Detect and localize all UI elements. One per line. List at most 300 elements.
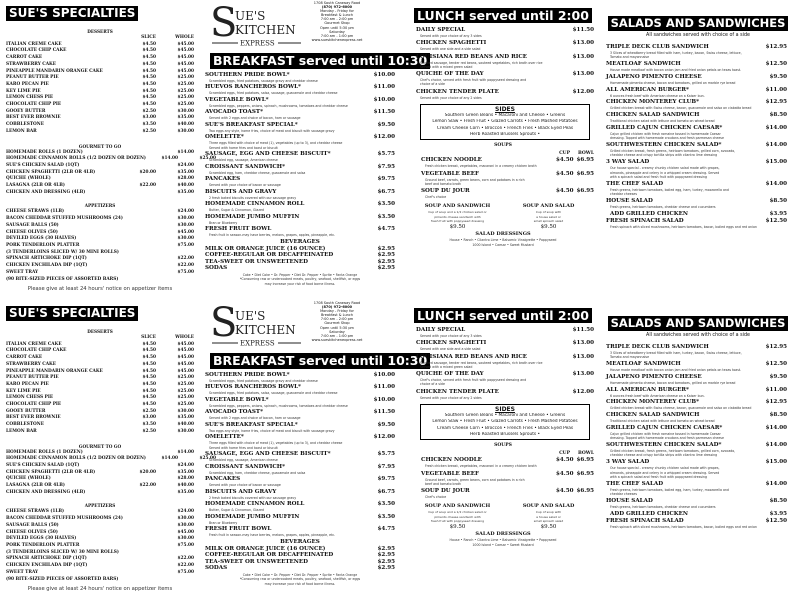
gourmet-price-small [124,150,156,157]
combo-description: Cup of soup and a 1/2 chicken salad or [428,510,487,515]
sodas-list: Coke • Diet Coke • Dr. Pepper • Diet Dr. Pepper • Sprite • Fanta Orange [242,272,358,277]
combo-description: small spinach salad [533,519,564,524]
item-name: OMELETTE* [205,434,244,441]
desserts-price-whole: $30.00 [177,108,194,114]
desserts-name: CARROT CAKE [6,355,43,361]
menu-item [603,181,793,188]
item-description: Served with home fries and toast or biscuit [209,445,278,450]
desserts-name: COBBLESTONE [6,122,44,128]
item-price: $12.00 [572,388,594,395]
item-name: QUICHE OF THE DAY [416,371,484,378]
appetizers-name: (90 BITE-SIZED PIECES OF ASSORTED BARS) [6,576,119,582]
menu-item [205,451,395,458]
beverage-name: TEA-SWEET OR UNSWEETENED [205,558,309,565]
desserts-price-small: $4.50 [142,355,156,361]
item-description: Scrambled eggs, fried potatoes, sausage gravy and cheddar cheese [209,379,318,383]
item-name: AVOCADO TOAST* [205,109,264,116]
breakfast-column [205,300,428,600]
desserts-item [6,55,194,62]
beverage-name: COFFEE-REGULAR OR DECAFFEINATED [205,252,334,259]
desserts-item [6,102,194,109]
menu-item [412,54,594,61]
item-name: HOMEMADE JUMBO MUFFIN [205,513,300,520]
soup-description: beef and tomato broth [425,181,462,186]
soup-name: CHICKEN NOODLE [421,457,482,464]
desserts-item [6,355,194,362]
gourmet-price-small: $22.00 [139,483,156,489]
menu-item [205,226,395,233]
menu-item [205,151,395,158]
desserts-name: GOOEY BUTTER [6,108,46,114]
gourmet-price-whole: $24.00 [177,162,194,168]
address-line[interactable]: www.sueskitchenexpress.net [311,337,363,342]
item-description: dressing. Topped with homemade croutons and fresh parmesan cheese [610,436,724,441]
appetizers-price-whole: $30.00 [177,216,194,222]
appetizers-price-whole: $75.00 [177,242,194,248]
item-description: choice of a side [420,82,445,87]
item-description: 3 Slices of wheatberry bread filled with ham, turkey, bacon, Swiss cheese, lettuce, [610,351,742,355]
gourmet-price-whole: $35.00 [177,169,194,175]
desserts-item [6,95,194,102]
appetizers-price-small [124,543,156,550]
gourmet-name: LASAGNA (2LB OR 4LB) [6,183,65,189]
appetizers-price-whole: $24.00 [177,509,194,515]
item-description: cheddar cheeses [610,491,638,496]
soup-bowl-price: $6.95 [576,157,594,164]
gourmet-price-small [124,163,156,170]
gourmet-price-whole: $40.00 [177,483,194,489]
menu-item [603,412,793,419]
gourmet-item [6,450,194,457]
item-description: Fresh greens, heirloom tomatoes, cheddar cheese and cucumbers [610,504,716,509]
beverage-name: SODAS [205,265,228,272]
desserts-price-small: $4.50 [142,361,156,367]
gourmet-price-small [124,490,156,497]
disclaimer: *Consuming raw or undercooked meats, poultry, seafood, shellfish, or eggs [239,277,361,282]
item-name: THE CHEF SALAD [606,480,664,487]
item-name: CHICKEN TENDER PLATE [416,388,499,395]
item-description: Our house special - creamy chunky chicken salad made with grapes, [610,166,720,171]
menu-item [205,422,395,429]
breakfast-items [205,350,428,586]
menu-item [603,99,793,106]
item-name: JALAPENO PIMENTO CHEESE [606,73,702,80]
combo-description: fresh fruit with poppyseed dressing [430,519,485,524]
desserts-item [6,48,194,55]
appetizers-name: BACON CHEDDAR STUFFED MUSHROOMS (24) [6,516,123,522]
desserts-price-whole: $45.00 [177,361,194,367]
item-name: TRIPLE DECK CLUB SANDWICH [606,44,709,50]
address-line: Breakfast & Lunch [320,13,354,18]
soup-cup-price: $4.50 [556,188,574,195]
menu-item [603,387,793,394]
item-price: $9.75 [377,176,395,183]
item-name: SOUTHWESTERN CHICKEN SALAD* [606,442,722,449]
desserts-price-small: $4.50 [142,95,156,101]
menu-item [603,498,793,505]
desserts-price-whole: $25.00 [177,395,194,401]
item-name: LOUISIANA RED BEANS AND RICE [416,53,528,60]
gourmet-price-small: $14.00 [161,456,178,462]
desserts-price-whole: $45.00 [177,368,194,374]
desserts-price-small: $4.50 [142,402,156,408]
salads-subtitle: All sandwiches served with choice of a side [646,333,750,338]
menu-item [412,27,594,34]
appetizers-item [6,243,194,250]
logo-graphic [208,302,303,348]
combo [508,503,590,531]
menu-item [603,361,793,368]
menu-item [205,122,395,129]
appetizers-price-whole: $22.00 [177,556,194,562]
item-description: Fresh greens, heirloom tomatoes, boiled egg, ham, turkey, mozzarella and [610,187,729,192]
desserts-item [6,382,194,389]
item-price: $3.50 [377,201,395,208]
combo-name: SOUP AND SALAD [522,203,575,210]
item-description: Chef's choice, served with fresh fruit with poppyseed dressing and [420,78,527,83]
address-line: Monday - Friday for [320,309,354,314]
item-description: Served with your choice of bacon or sausage [209,483,281,488]
store-info [302,1,372,42]
item-price: $3.50 [377,213,395,220]
breakfast-title-wrap [205,50,428,69]
desserts-name: CHOCOLATE CHIP PIE [6,102,62,108]
appetizers-price-whole: $45.00 [177,529,194,535]
salads-column [603,300,793,530]
logo [208,2,303,48]
desserts-price-small: $3.00 [142,115,156,121]
desserts-price-whole: $25.00 [177,102,194,108]
soup-bowl-price: $6.95 [576,188,594,195]
item-price: $14.00 [765,442,787,449]
gourmet-header: GOURMET TO GO [78,143,122,149]
svg-text:EXPRESS: EXPRESS [240,339,275,348]
soup-description: Chef's choice [425,195,447,200]
item-price: $13.00 [572,371,594,378]
beverage-item [205,552,395,559]
desserts-name: BEST EVER BROWNIE [6,115,61,121]
item-name: GRILLED CAJUN CHICKEN CAESAR* [606,125,723,132]
appetizers-item [6,209,194,216]
dressings-line: House • Ranch • Cilantro Lime • Balsamic Vinaigrette • Poppyseed [449,238,557,243]
logo-graphic [208,2,303,48]
appetizers-price-whole: $22.00 [177,563,194,569]
menu-item [603,87,793,94]
menu-item [603,425,793,432]
specialties-column [6,300,216,593]
desserts-price-small: $4.50 [142,81,156,87]
desserts-header: DESSERTS [87,329,113,334]
soups-header: SOUPS [494,143,512,149]
appetizers-price-whole: $75.00 [177,569,194,575]
gourmet-price-whole: $24.00 [177,462,194,468]
item-name: CHICKEN TENDER PLATE [416,88,499,95]
item-price: $13.00 [572,53,594,60]
desserts-price-whole: $40.00 [177,122,194,128]
sides-title: SIDES [495,106,515,114]
desserts-price-small: $4.50 [142,341,156,347]
appetizers-item [6,270,194,277]
desserts-price-whole: $45.00 [177,61,194,67]
appetizers-price-small [124,563,156,570]
item-price: $11.50 [572,27,594,33]
item-name: DAILY SPECIAL [416,27,466,33]
menu-page [0,300,800,600]
soup-name: SOUP DU JOUR [421,188,470,195]
desserts-price-whole: $45.00 [177,41,194,47]
desserts-name: BEST EVER BROWNIE [6,415,61,421]
beverage-item [205,252,395,259]
soup-name: CHICKEN NOODLE [421,157,482,164]
item-name: DAILY SPECIAL [416,327,466,333]
desserts-name: CHOCOLATE CHIP CAKE [6,348,67,354]
desserts-price-whole: $45.00 [177,55,194,61]
item-description: Homemade pimento cheese, bacon and tomatoes, grilled on marble rye bread [610,80,736,85]
combo [417,203,499,231]
beverage-item [205,565,395,572]
menu-item [205,134,395,141]
appetizers-price-small [124,250,156,257]
item-description: Grilled chicken breast, fresh greens, heirloom tomatoes, grilled corn, avocado, [610,449,736,454]
dressings-header: SALAD DRESSINGS [475,531,531,538]
beverages-header: BEVERAGES [280,238,320,245]
menu-item [205,164,395,171]
combo-name: SOUP AND SANDWICH [424,203,491,210]
item-name: TRIPLE DECK CLUB SANDWICH [606,344,709,350]
soup-description: beef and tomato broth [425,481,462,486]
bowl-header: BOWL [577,151,594,157]
salads-title-wrap [603,312,793,331]
menu-item [412,40,594,47]
desserts-price-whole: $25.00 [177,388,194,394]
desserts-item [6,395,194,402]
item-description: with a spinach salad and fresh fruit with poppyseed dressing [610,474,707,479]
bowl-header: BOWL [577,451,594,457]
appetizers-item [6,570,194,577]
item-description: Fresh fruit in season-may have berries, melons, grapes, apples, pineapple, etc. [209,533,336,538]
item-price: $10.00 [373,396,395,403]
item-description: Served with a mixed green salad [420,64,473,69]
gourmet-name: SUE'S CHICKEN SALAD (1QT) [6,162,80,168]
item-price: $11.50 [572,327,594,333]
address-line: 7:00 am - 1:00 pm [320,333,354,338]
appetizers-price-small [124,523,156,530]
appetizers-price-small [124,577,156,584]
item-price: $6.75 [377,188,395,195]
item-description: Scrambled egg, ham, cheddar cheese, guacamole and salsa [209,170,306,175]
gourmet-name: HOMEMADE CINNAMON ROLLS (1/2 DOZEN OR DOZEN) [6,156,146,162]
desserts-price-whole: $30.00 [177,128,194,134]
appetizers-price-whole: $45.00 [177,229,194,235]
desserts-price-small: $4.50 [142,55,156,61]
gourmet-name: HOMEMADE ROLLS (1 DOZEN) [6,149,83,155]
menu-item [603,399,793,406]
desserts-price-small: $4.50 [142,375,156,381]
soup-description: Ground beef, carrots, green beans, corn and potatoes in a rich [425,477,525,482]
appetizers-name: CHEESE OLIVES (50) [6,529,58,535]
appetizers-item [6,236,194,243]
soup-bowl-price: $6.95 [576,457,594,464]
desserts-price-whole: $25.00 [177,402,194,408]
desserts-item [6,42,194,49]
item-name: FRESH SPINACH SALAD [606,517,684,524]
gourmet-price-small: $20.00 [139,169,156,175]
menu-item [205,189,395,196]
desserts-price-small: $4.50 [142,395,156,401]
menu-item [205,409,395,416]
appetizers-price-whole: $22.00 [177,256,194,262]
address-line: Saturday [329,329,345,334]
gourmet-item [6,183,194,190]
beverage-item [205,246,395,253]
appetizer-notice: Please give at least 24 hours' notice on appetizer items [27,586,173,593]
appetizers-item [6,256,194,263]
item-price: $3.95 [769,210,787,217]
desserts-price-whole: $45.00 [177,348,194,354]
desserts-name: STRAWBERRY CAKE [6,361,57,367]
address-line: Open until 5:30 pm [320,325,354,330]
address-line[interactable]: www.sueskitchenexpress.net [311,37,363,42]
item-name: SUE'S BREAKFAST SPECIAL* [205,121,298,128]
item-price: $3.50 [377,501,395,508]
combo-name: SOUP AND SALAD [522,503,575,510]
sides-line: Cream Cheese Corn • Broccoli • French Fries • Black Eyed Peas [436,125,574,131]
item-description: Fresh fruit in season-may have berries, melons, grapes, apples, pineapple, etc. [209,233,336,238]
item-description: Bran or Blueberry [209,220,238,225]
appetizers-price-small [124,270,156,277]
item-name: ADD GRILLED CHICKEN [610,510,689,517]
beverage-item [205,559,395,566]
desserts-item [6,342,194,349]
breakfast-title-wrap [205,350,428,369]
item-name: FRESH FRUIT BOWL [205,226,272,233]
gourmet-name: CHICKEN SPAGHETTI (2LB OR 4LB) [6,469,96,475]
item-name: 3 WAY SALAD [606,159,650,166]
appetizers-price-whole: $24.00 [177,209,194,215]
desserts-price-whole: $25.00 [177,375,194,381]
item-price: $13.00 [572,71,594,78]
menu-item [205,476,395,483]
item-description: 2 fresh baked biscuits covered with our sausage gravy [209,495,297,500]
address-line: 7:00 am - 2:00 pm [320,17,354,22]
item-price: $12.00 [373,434,395,441]
item-name: JALAPENO PIMENTO CHEESE [606,373,702,380]
address-line: (870) 972-6000 [321,305,353,310]
appetizers-item [6,556,194,563]
item-description: Served with 2 eggs and choice of bacon, ham or sausage [209,416,301,421]
desserts-item [6,422,194,429]
appetizers-price-whole: $22.00 [177,263,194,269]
item-description: Grilled chicken breast with Swiss cheese, bacon, guacamole and salsa on ciabatta bread [610,106,752,111]
item-price: $3.95 [769,510,787,517]
item-description: Smoked sausage, tender red beans, sauteed vegetables, rich broth over rice [420,60,543,65]
combo-description: fresh fruit with poppyseed dressing [430,219,485,224]
svg-text:KITCHEN: KITCHEN [235,23,296,37]
desserts-item [6,122,194,129]
desserts-name: LEMON BAR [6,128,37,134]
desserts-price-small: $3.00 [142,415,156,421]
appetizers-price-whole: $30.00 [177,516,194,522]
item-price: $8.50 [769,112,787,119]
gourmet-name: LASAGNA (2LB OR 4LB) [6,483,65,489]
sides-line: Southern Green Beans • Macaroni and Cheese • Greens [444,413,566,419]
appetizers-name: PORK TENDERLOIN PLATTER [6,242,80,248]
svg-text:S: S [210,2,238,46]
item-description: Grilled chicken breast with Swiss cheese, bacon, guacamole and salsa on ciabatta bread [610,406,752,411]
desserts-item [6,82,194,89]
beverage-name: COFFEE-REGULAR OR DECAFFEINATED [205,552,334,559]
appetizers-name: CHICKEN ENCHILADA DIP (1QT) [6,563,88,569]
salads-column [603,0,793,230]
disclaimer: may increase your risk of food borne illness. [264,581,336,586]
gourmet-price-whole: $35.00 [177,469,194,475]
desserts-name: STRAWBERRY CAKE [6,61,57,67]
item-price: $12.95 [765,99,787,106]
appetizers-price-whole: $30.00 [177,536,194,542]
soup-description: Fresh chicken breast, vegetables, macaroni in a creamy chicken broth [425,464,537,469]
address-line: Monday - Friday for [320,9,354,14]
item-name: SOUTHERN PRIDE BOWL* [205,72,290,78]
item-price: $12.50 [765,61,787,68]
beverage-name: SODAS [205,565,228,572]
breakfast-title: BREAKFAST served until 10:30 [210,53,430,69]
item-name: HUEVOS RANCHEROS BOWL* [205,384,301,391]
desserts-price-small: $4.50 [142,75,156,81]
item-price: $11.50 [373,109,395,116]
desserts-item [6,375,194,382]
cup-header: CUP [559,151,570,157]
item-price: $9.50 [769,373,787,380]
item-name: SAUSAGE, EGG AND CHEESE BISCUIT* [205,151,331,158]
item-description: cheddar cheese and crispy tortilla strips with cilantro lime dressing [610,453,718,458]
gourmet-price-whole: $35.00 [177,489,194,495]
appetizers-price-small [124,263,156,270]
menu-item [603,125,793,132]
item-description: Tomato and mayonnaise [610,355,650,360]
menu-item [412,389,594,396]
sides-line: Southern Green Beans • Macaroni and Cheese • Greens [444,113,566,119]
gourmet-price-whole: $28.00 [177,476,194,482]
item-description: Butter, Sugar & Cinnamon, Glazed [209,508,265,513]
svg-text:UE'S: UE'S [235,309,266,323]
desserts-item [6,109,194,116]
item-description: Served with one side and a side salad [420,347,481,352]
soup-item [412,457,594,464]
item-price: $7.95 [377,163,395,170]
gourmet-item [6,190,194,197]
desserts-price-small: $3.50 [142,422,156,428]
item-price: $9.75 [377,476,395,483]
address-line: 7:00 am - 1:00 pm [320,33,354,38]
desserts-price-small: $2.50 [142,428,156,434]
item-name: CHICKEN SALAD SANDWICH [606,112,700,119]
item-price: $13.00 [572,340,594,347]
appetizers-item [6,216,194,223]
beverage-name: MILK OR ORANGE JUICE (16 OUNCE) [205,545,326,552]
sides-title: SIDES [495,406,515,414]
soups-column-headers [412,150,594,157]
appetizers-price-whole [156,277,194,284]
item-description: Served with your choice of any 3 sides [420,334,482,338]
combo-description: pimento cheese sandwich with [434,214,481,219]
appetizers-name: SWEET TRAY [6,569,39,575]
combo-price: $9.50 [449,524,466,531]
appetizers-price-small [124,216,156,223]
desserts-name: CARROT CAKE [6,55,43,61]
combo [417,503,499,531]
item-name: HUEVOS RANCHEROS BOWL* [205,84,301,91]
salads-title: SALADS AND SANDWICHES [608,316,789,331]
